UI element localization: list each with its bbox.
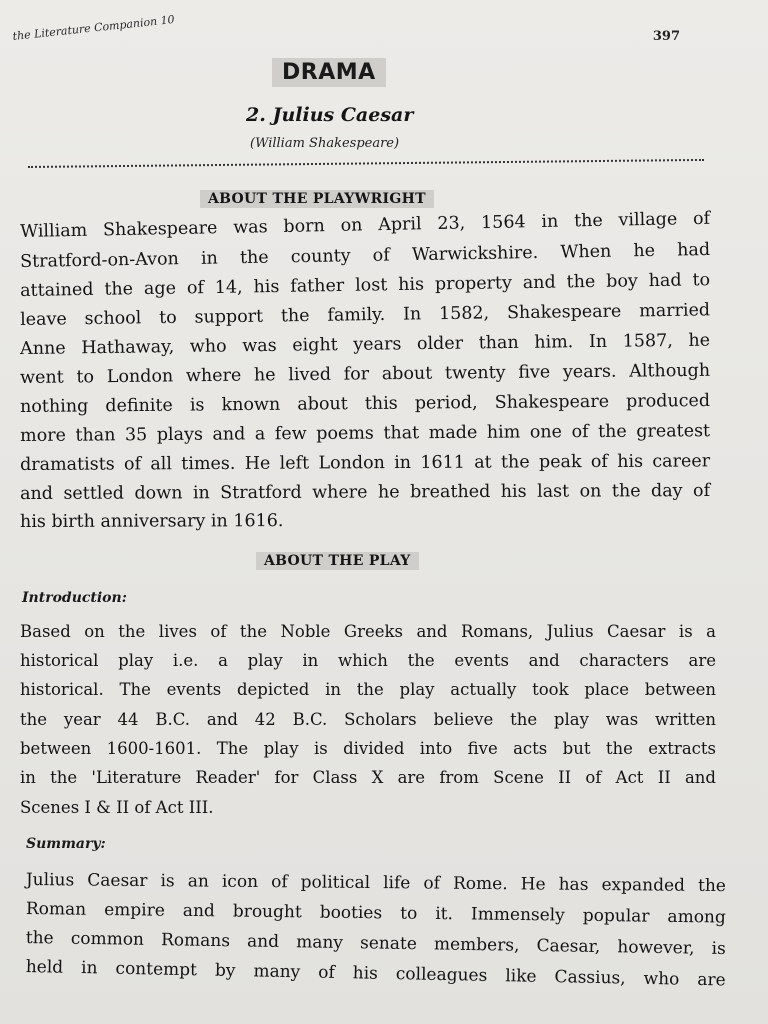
page-number: 397 [652,29,680,44]
paragraph-line: in the 'Literature Reader' for Class X are from Scene II of Act II and [20,768,716,787]
paragraph-line: dramatists of all times. He left London in 1611 at the peak of his career [20,451,711,475]
paragraph-line: Based on the lives of the Noble Greeks and Romans, Julius Caesar is a [20,622,716,641]
paragraph-line: leave school to support the family. In 1582, Shakespeare married [20,300,711,330]
paragraph-line: his birth anniversary in 1616. [20,511,284,532]
paragraph-line: Anne Hathaway, who was eight years older than him. In 1587, he [20,330,711,359]
paragraph-line: the year 44 B.C. and 42 B.C. Scholars believe the play was written [20,710,716,729]
paragraph-line: William Shakespeare was born on April 23, 1564 in the village of [20,208,711,242]
paragraph-line: between 1600-1601. The play is divided into five acts but the extracts [20,739,716,758]
summary-label: Summary: [26,836,106,852]
paragraph-line: nothing definite is known about this period, Shakespeare produced [20,390,711,417]
paragraph-line: Stratford-on-Avon in the county of Warwickshire. When he had [20,239,711,272]
paragraph-line: Julius Caesar is an icon of political life of Rome. He has expanded the [25,870,726,897]
about-playwright-heading: ABOUT THE PLAYWRIGHT [200,190,434,208]
section-title: DRAMA [272,58,386,87]
about-play-heading: ABOUT THE PLAY [256,552,419,570]
introduction-label: Introduction: [22,590,127,606]
running-head: the Literature Companion 10 [12,12,176,43]
paragraph-line: Roman empire and brought booties to it. Immensely popular among [25,899,726,928]
paragraph-line: Scenes I & II of Act III. [20,798,214,817]
paragraph-line: held in contempt by many of his colleagues like Cassius, who are [25,957,726,991]
paragraph-line: historical play i.e. a play in which the events and characters are [20,651,716,670]
paragraph-line: went to London where he lived for about twenty five years. Although [20,360,711,388]
chapter-title: 2. Julius Caesar [246,104,414,126]
paragraph-line: more than 35 plays and a few poems that made him one of the greatest [20,421,711,446]
paragraph-line: attained the age of 14, his father lost his property and the boy had to [20,270,711,301]
paragraph-line: and settled down in Stratford where he breathed his last on the day of [20,480,711,504]
dotted-divider [28,159,704,168]
author-line: (William Shakespeare) [250,136,400,151]
paragraph-line: the common Romans and many senate members, Caesar, however, is [25,928,726,959]
paragraph-line: historical. The events depicted in the play actually took place between [20,680,716,699]
